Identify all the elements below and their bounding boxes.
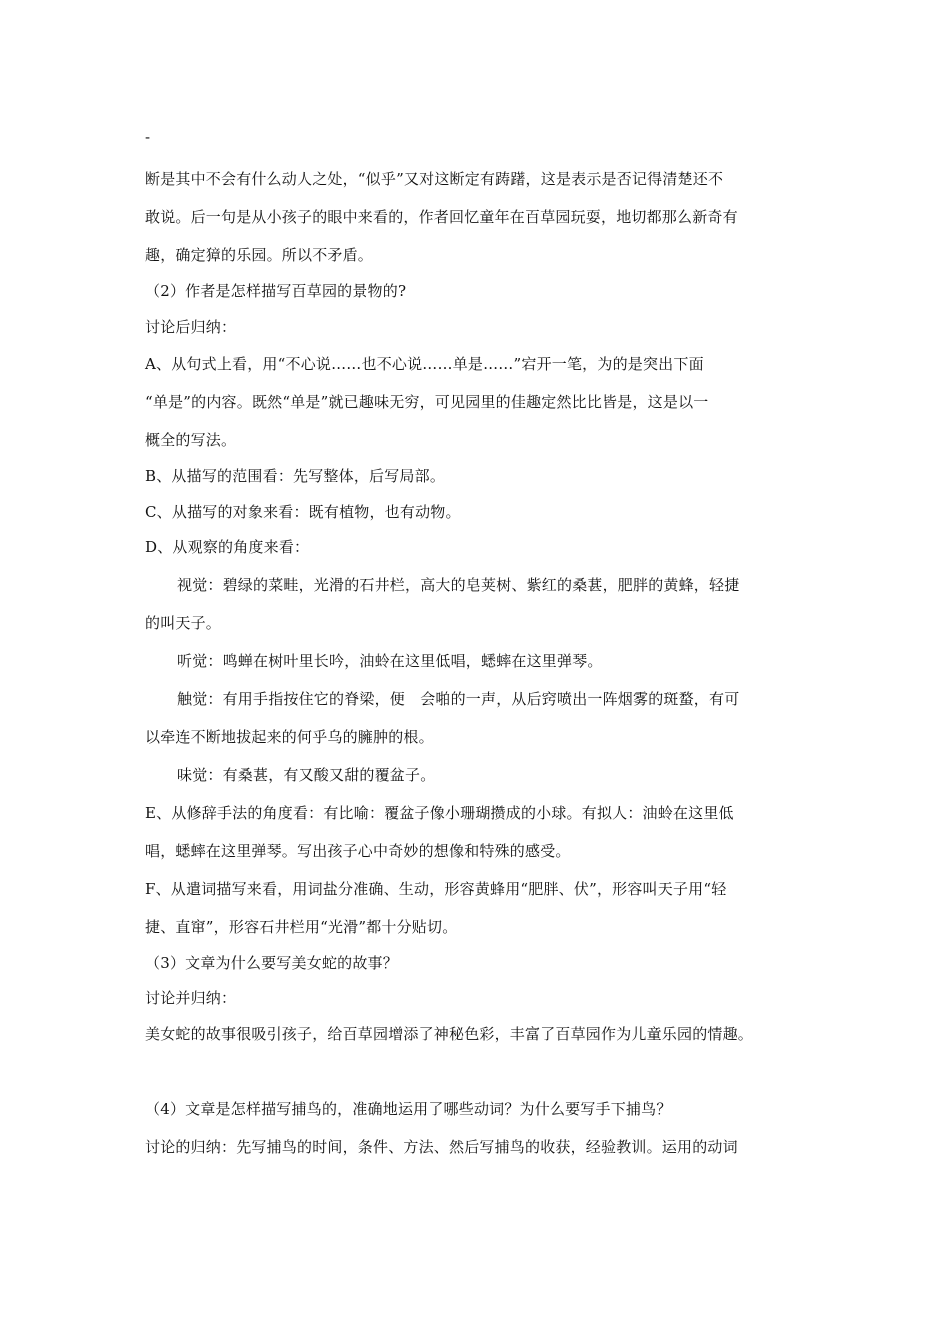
paragraph-line: F、从遣词描写来看，用词盐分准确、生动，形容黄蜂用“肥胖、伏”，形容叫天子用“轻 [145, 879, 727, 898]
paragraph-line: 敢说。后一句是从小孩子的眼中来看的，作者回忆童年在百草园玩耍，地切都那么新奇有 [145, 208, 738, 226]
question-heading: （4）文章是怎样描写捕鸟的，准确地运用了哪些动词？为什么要写手下捕鸟？ [145, 1100, 672, 1118]
discussion-label: 讨论并归纳： [145, 989, 237, 1007]
paragraph-line: A、从句式上看，用“不心说……也不心说……单是……”宕开一笔，为的是突出下面 [145, 355, 704, 373]
paragraph-line: 味觉：有桑葚，有又酸又甜的覆盆子。 [177, 765, 436, 784]
list-item: B、从描写的范围看：先写整体，后写局部。 [145, 467, 446, 485]
paragraph-line: 唱，蟋蟀在这里弹琴。写出孩子心中奇妙的想像和特殊的感受。 [145, 841, 571, 860]
paragraph-line: 讨论的归纳：先写捕鸟的时间，条件、方法、然后写捕鸟的收获，经验教训。运用的动词 [145, 1137, 738, 1156]
paragraph-line: 以牵连不断地拔起来的何乎乌的臃肿的根。 [145, 727, 434, 746]
question-heading: （2）作者是怎样描写百草园的景物的? [145, 282, 407, 300]
question-heading: （3）文章为什么要写美女蛇的故事？ [145, 953, 398, 972]
paragraph-line: “单是”的内容。既然“单是”就已趣味无穷，可见园里的佳趣定然比比皆是，这是以一 [145, 393, 709, 411]
paragraph-line: 美女蛇的故事很吸引孩子，给百草园增添了神秘色彩，丰富了百草园作为儿童乐园的情趣。 [145, 1024, 754, 1043]
list-item: D、从观察的角度来看： [145, 538, 310, 556]
paragraph-line: 的叫天子。 [145, 613, 222, 632]
paragraph-line: 概全的写法。 [145, 431, 237, 449]
paragraph-line: 听觉：鸣蝉在树叶里长吟，油蛉在这里低唱，蟋蟀在这里弹琴。 [177, 651, 603, 670]
paragraph-line: 视觉：碧绿的菜畦，光滑的石井栏，高大的皂荚树、紫红的桑葚，肥胖的黄蜂，轻捷 [177, 575, 740, 594]
paragraph-line: 趣，确定獐的乐园。所以不矛盾。 [145, 246, 374, 264]
paragraph-line: 断是其中不会有什么动人之处，“似乎”又对这断定有踌躇，这是表示是否记得清楚还不 [145, 170, 724, 188]
paragraph-line: 触觉：有用手指按住它的脊梁，便 会啪的一声，从后窍喷出一阵烟雾的斑蝥，有可 [177, 689, 740, 708]
list-item: C、从描写的对象来看：既有植物，也有动物。 [145, 502, 461, 521]
blank-line [145, 1052, 815, 1092]
discussion-label: 讨论后归纳： [145, 317, 237, 336]
paragraph-line: 捷、直窜”，形容石井栏用“光滑”都十分贴切。 [145, 917, 458, 936]
header-mark: - [145, 128, 151, 146]
document-body [145, 128, 815, 1166]
paragraph-line: E、从修辞手法的角度看：有比喻：覆盆子像小珊瑚攒成的小球。有拟人：油蛉在这里低 [145, 803, 734, 822]
